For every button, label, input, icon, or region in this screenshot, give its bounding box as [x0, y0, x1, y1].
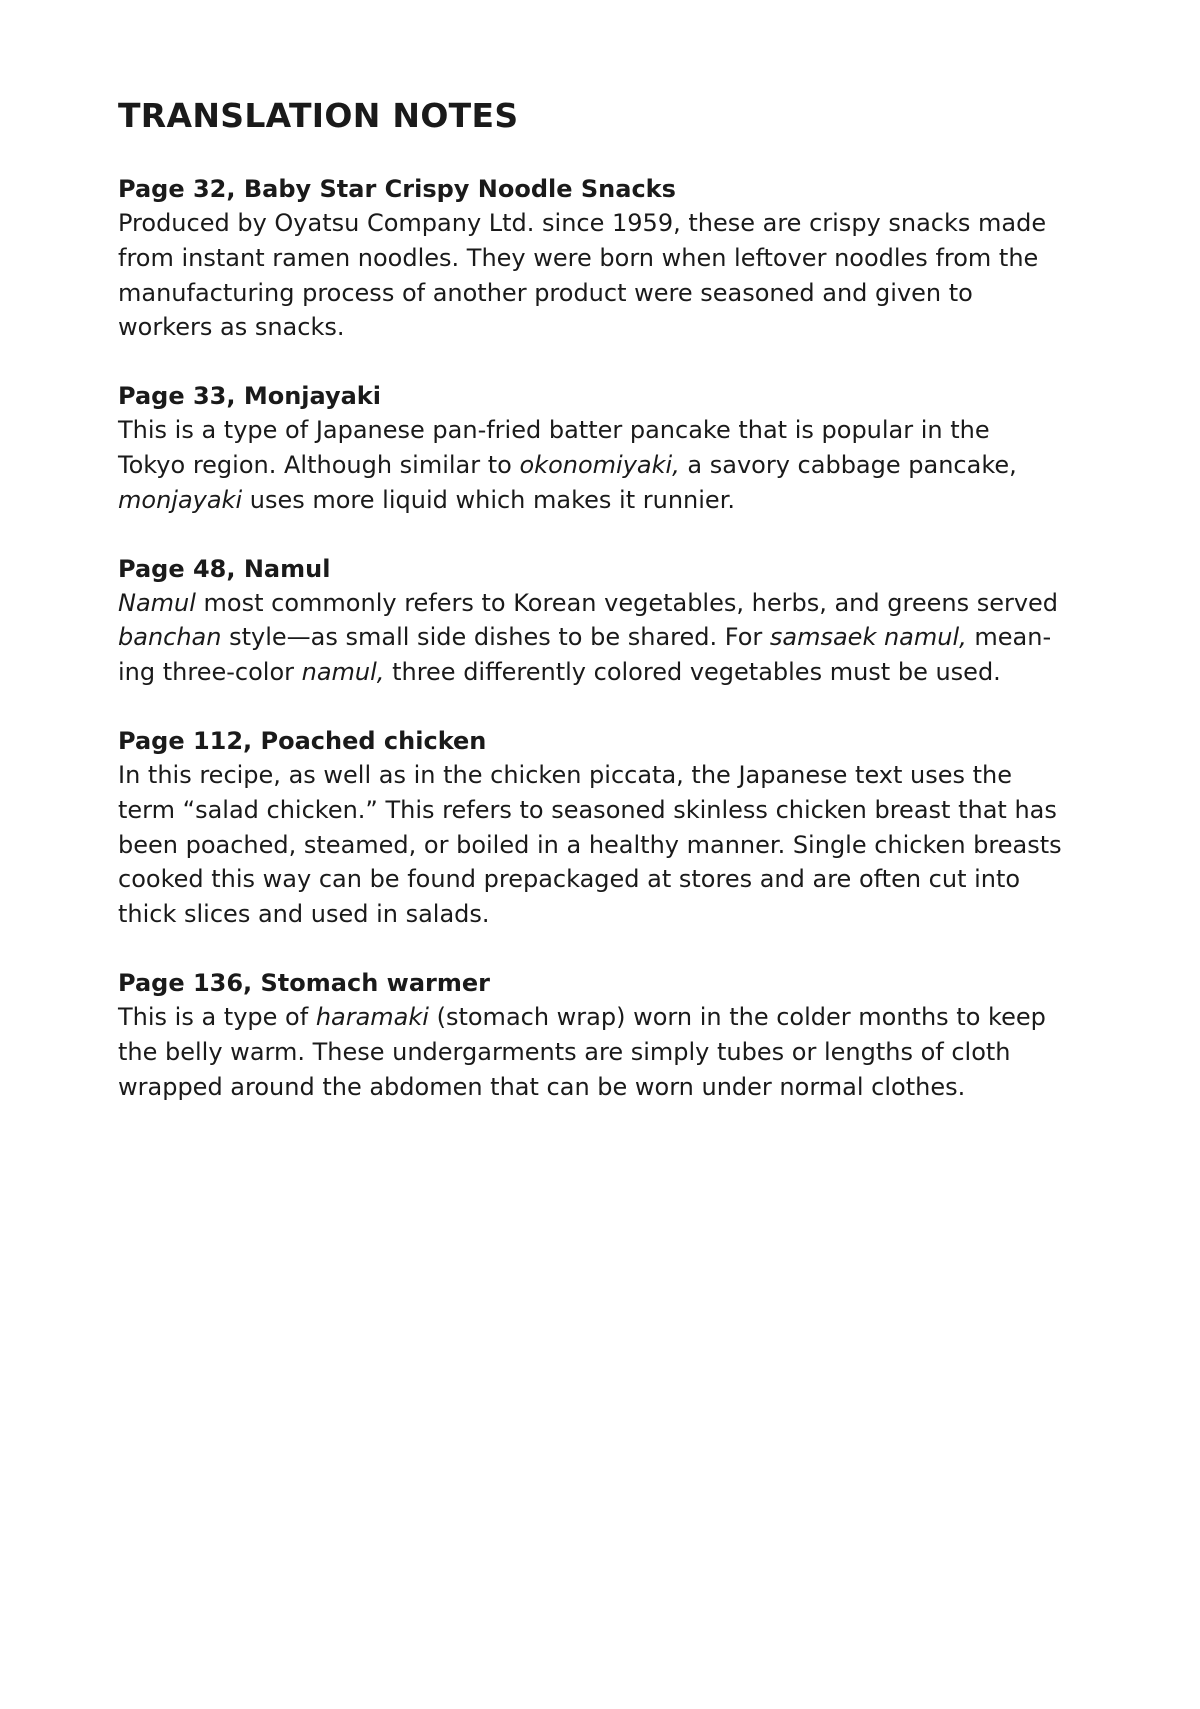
- note-line: [118, 310, 1118, 345]
- note-heading: Page 136, Stomach warmer: [118, 968, 490, 997]
- text-run: This is a type of: [118, 1002, 316, 1031]
- note-line: [118, 413, 1118, 448]
- note-body: [118, 758, 1118, 932]
- notes-list: [118, 172, 1118, 1104]
- text-run: workers as snacks.: [118, 313, 345, 342]
- text-run: wrapped around the abdomen that can be worn under normal clothes.: [118, 1072, 966, 1101]
- note-body: [118, 586, 1118, 690]
- note-line: [118, 620, 1118, 655]
- note-line: [118, 862, 1118, 897]
- text-run: Produced by Oyatsu Company Ltd. since 1959, these are crispy snacks made: [118, 209, 1047, 237]
- text-run: (stomach wrap) worn in the colder months to keep: [428, 1002, 1046, 1031]
- italic-term: okonomiyaki,: [519, 450, 680, 479]
- note-line: [118, 1035, 1118, 1070]
- text-run: In this recipe, as well as in the chicken piccata, the Japanese text uses the: [118, 760, 1013, 789]
- note-line: [118, 758, 1118, 793]
- note-line: [118, 793, 1118, 828]
- text-run: uses more liquid which makes it runnier.: [242, 485, 735, 514]
- note-line: [118, 206, 1118, 241]
- text-run: the belly warm. These undergarments are simply tubes or lengths of cloth: [118, 1037, 1011, 1066]
- note-line: [118, 828, 1118, 863]
- note-entry: [118, 724, 1118, 932]
- text-run: manufacturing process of another product were seasoned and given to: [118, 278, 973, 307]
- note-line: [118, 1000, 1118, 1035]
- text-run: ing three-color: [118, 658, 302, 687]
- note-entry: [118, 966, 1118, 1104]
- text-run: from instant ramen noodles. They were born when leftover noodles from the: [118, 243, 1039, 272]
- note-entry: [118, 379, 1118, 517]
- italic-term: banchan: [118, 623, 222, 652]
- text-run: thick slices and used in salads.: [118, 900, 490, 929]
- note-body: [118, 413, 1118, 517]
- text-run: cooked this way can be found prepackaged at stores and are often cut into: [118, 865, 1021, 894]
- note-heading: Page 112, Poached chicken: [118, 726, 487, 755]
- italic-term: monjayaki: [118, 485, 243, 514]
- note-entry: [118, 172, 1118, 345]
- translation-notes-page: [118, 96, 1118, 1138]
- text-run: three differently colored vegetables must be used.: [384, 658, 1001, 687]
- note-line: [118, 241, 1118, 276]
- note-line: [118, 655, 1118, 690]
- note-heading: Page 32, Baby Star Crispy Noodle Snacks: [118, 175, 676, 203]
- page-title: TRANSLATION NOTES: [118, 96, 519, 135]
- note-line: [118, 897, 1118, 932]
- text-run: a savory cabbage pancake,: [679, 450, 1017, 479]
- italic-term: Namul: [118, 588, 196, 617]
- note-line: [118, 276, 1118, 311]
- text-run: most commonly refers to Korean vegetables, herbs, and greens served: [195, 588, 1059, 617]
- note-heading: Page 33, Monjayaki: [118, 382, 381, 411]
- text-run: mean-: [966, 623, 1052, 652]
- text-run: been poached, steamed, or boiled in a healthy manner. Single chicken breasts: [118, 830, 1062, 859]
- note-body: [118, 206, 1118, 345]
- note-line: [118, 586, 1118, 621]
- text-run: Tokyo region. Although similar to: [118, 450, 520, 479]
- italic-term: namul,: [301, 658, 385, 687]
- text-run: style—as small side dishes to be shared. For: [221, 623, 770, 652]
- note-line: [118, 483, 1118, 518]
- italic-term: haramaki: [315, 1002, 429, 1031]
- note-line: [118, 1070, 1118, 1105]
- text-run: term “salad chicken.” This refers to seasoned skinless chicken breast that has: [118, 795, 1057, 824]
- note-heading: Page 48, Namul: [118, 554, 331, 583]
- note-body: [118, 1000, 1118, 1104]
- note-line: [118, 448, 1118, 483]
- italic-term: samsaek namul,: [769, 623, 967, 652]
- note-entry: [118, 552, 1118, 690]
- text-run: This is a type of Japanese pan-fried batter pancake that is popular in the: [118, 416, 990, 445]
